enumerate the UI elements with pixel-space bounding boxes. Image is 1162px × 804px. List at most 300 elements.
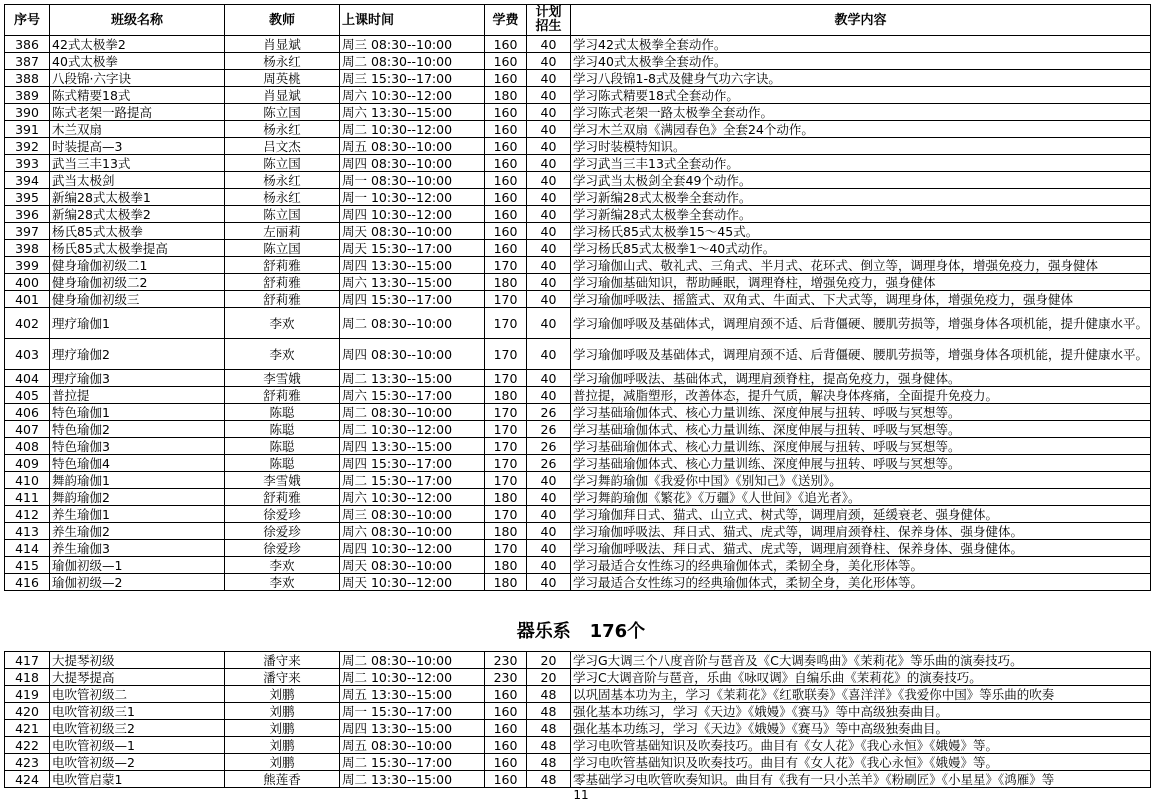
cell-time: 周六 13:30--15:00 bbox=[340, 274, 485, 291]
cell-content: 学习木兰双扇《满园春色》全套24个动作。 bbox=[571, 121, 1151, 138]
cell-teacher: 陈聪 bbox=[225, 438, 340, 455]
table-row bbox=[5, 557, 1151, 574]
cell-fee: 180 bbox=[485, 387, 527, 404]
cell-time: 周六 10:30--12:00 bbox=[340, 489, 485, 506]
cell-time: 周六 13:30--15:00 bbox=[340, 104, 485, 121]
cell-content: 学习舞韵瑜伽《我爱你中国》《别知己》《送别》。 bbox=[571, 472, 1151, 489]
cell-plan: 26 bbox=[527, 455, 571, 472]
cell-plan: 40 bbox=[527, 87, 571, 104]
cell-class-name: 瑜伽初级—2 bbox=[50, 574, 225, 591]
cell-class-name: 武当三丰13式 bbox=[50, 155, 225, 172]
table-row bbox=[5, 669, 1151, 686]
cell-plan: 40 bbox=[527, 540, 571, 557]
table-row bbox=[5, 404, 1151, 421]
cell-no: 392 bbox=[5, 138, 50, 155]
cell-class-name: 武当太极剑 bbox=[50, 172, 225, 189]
cell-no: 401 bbox=[5, 291, 50, 308]
cell-time: 周五 08:30--10:00 bbox=[340, 737, 485, 754]
cell-teacher: 李欢 bbox=[225, 308, 340, 339]
cell-content: 学习瑜伽呼吸法、基础体式，调理肩颈脊柱，提高免疫力，强身健体。 bbox=[571, 370, 1151, 387]
cell-time: 周四 13:30--15:00 bbox=[340, 438, 485, 455]
table-row bbox=[5, 574, 1151, 591]
cell-teacher: 舒莉雅 bbox=[225, 257, 340, 274]
cell-content: 学习最适合女性练习的经典瑜伽体式，柔韧全身，美化形体等。 bbox=[571, 574, 1151, 591]
cell-teacher: 潘守来 bbox=[225, 652, 340, 669]
table-row bbox=[5, 737, 1151, 754]
cell-no: 396 bbox=[5, 206, 50, 223]
table-row bbox=[5, 155, 1151, 172]
cell-teacher: 刘鹏 bbox=[225, 703, 340, 720]
cell-fee: 160 bbox=[485, 104, 527, 121]
cell-content: 以巩固基本功为主，学习《茉莉花》《红歌联奏》《喜洋洋》《我爱你中国》等乐曲的吹奏 bbox=[571, 686, 1151, 703]
cell-content: 学习瑜伽呼吸及基础体式，调理肩颈不适、后背僵硬、腰肌劳损等，增强身体各项机能，提升健康水平。 bbox=[571, 308, 1151, 339]
cell-content: 学习新编28式太极拳全套动作。 bbox=[571, 206, 1151, 223]
cell-teacher: 杨永红 bbox=[225, 189, 340, 206]
table-row bbox=[5, 754, 1151, 771]
cell-class-name: 特色瑜伽4 bbox=[50, 455, 225, 472]
table-row bbox=[5, 703, 1151, 720]
cell-class-name: 养生瑜伽2 bbox=[50, 523, 225, 540]
cell-plan: 40 bbox=[527, 155, 571, 172]
cell-time: 周三 08:30--10:00 bbox=[340, 506, 485, 523]
cell-plan: 40 bbox=[527, 172, 571, 189]
cell-time: 周天 10:30--12:00 bbox=[340, 574, 485, 591]
cell-class-name: 40式太极拳 bbox=[50, 53, 225, 70]
table-row bbox=[5, 438, 1151, 455]
cell-plan: 48 bbox=[527, 737, 571, 754]
header-content: 教学内容 bbox=[571, 5, 1151, 36]
cell-class-name: 电吹管初级—2 bbox=[50, 754, 225, 771]
cell-time: 周六 15:30--17:00 bbox=[340, 387, 485, 404]
cell-fee: 180 bbox=[485, 274, 527, 291]
cell-plan: 40 bbox=[527, 308, 571, 339]
cell-content: 学习瑜伽拜日式、猫式、山立式、树式等，调理肩颈，延缓衰老、强身健体。 bbox=[571, 506, 1151, 523]
cell-time: 周二 15:30--17:00 bbox=[340, 754, 485, 771]
cell-fee: 160 bbox=[485, 36, 527, 53]
cell-no: 417 bbox=[5, 652, 50, 669]
cell-time: 周天 08:30--10:00 bbox=[340, 223, 485, 240]
cell-class-name: 理疗瑜伽2 bbox=[50, 339, 225, 370]
table-row bbox=[5, 206, 1151, 223]
cell-content: 学习瑜伽呼吸法、拜日式、猫式、虎式等，调理肩颈脊柱、保养身体、强身健体。 bbox=[571, 523, 1151, 540]
cell-no: 405 bbox=[5, 387, 50, 404]
cell-fee: 170 bbox=[485, 506, 527, 523]
cell-teacher: 李雪娥 bbox=[225, 370, 340, 387]
cell-teacher: 周英桃 bbox=[225, 70, 340, 87]
table-row bbox=[5, 387, 1151, 404]
table-row bbox=[5, 172, 1151, 189]
cell-no: 404 bbox=[5, 370, 50, 387]
cell-plan: 40 bbox=[527, 523, 571, 540]
cell-teacher: 熊莲香 bbox=[225, 771, 340, 788]
table-row bbox=[5, 36, 1151, 53]
cell-fee: 160 bbox=[485, 189, 527, 206]
cell-fee: 160 bbox=[485, 70, 527, 87]
cell-time: 周五 08:30--10:00 bbox=[340, 138, 485, 155]
cell-content: 学习40式太极拳全套动作。 bbox=[571, 53, 1151, 70]
cell-time: 周二 10:30--12:00 bbox=[340, 421, 485, 438]
cell-class-name: 健身瑜伽初级三 bbox=[50, 291, 225, 308]
cell-teacher: 徐爱珍 bbox=[225, 506, 340, 523]
cell-no: 391 bbox=[5, 121, 50, 138]
cell-no: 386 bbox=[5, 36, 50, 53]
cell-fee: 230 bbox=[485, 669, 527, 686]
cell-no: 387 bbox=[5, 53, 50, 70]
cell-fee: 160 bbox=[485, 206, 527, 223]
cell-no: 407 bbox=[5, 421, 50, 438]
cell-class-name: 理疗瑜伽3 bbox=[50, 370, 225, 387]
section-title: 器乐系 bbox=[516, 621, 571, 642]
table-row bbox=[5, 104, 1151, 121]
table-row bbox=[5, 257, 1151, 274]
cell-class-name: 特色瑜伽3 bbox=[50, 438, 225, 455]
table-row bbox=[5, 138, 1151, 155]
cell-class-name: 大提琴提高 bbox=[50, 669, 225, 686]
cell-teacher: 杨永红 bbox=[225, 172, 340, 189]
table-row bbox=[5, 455, 1151, 472]
cell-time: 周二 08:30--10:00 bbox=[340, 53, 485, 70]
cell-class-name: 电吹管启蒙1 bbox=[50, 771, 225, 788]
cell-fee: 170 bbox=[485, 421, 527, 438]
cell-content: 强化基本功练习，学习《天边》《娥嫚》《赛马》等中高级独奏曲目。 bbox=[571, 720, 1151, 737]
cell-time: 周二 13:30--15:00 bbox=[340, 370, 485, 387]
header-class-name: 班级名称 bbox=[50, 5, 225, 36]
cell-content: 学习电吹管基础知识及吹奏技巧。曲目有《女人花》《我心永恒》《娥嫚》等。 bbox=[571, 754, 1151, 771]
table-body-instruments bbox=[5, 652, 1151, 788]
cell-teacher: 杨永红 bbox=[225, 121, 340, 138]
cell-fee: 160 bbox=[485, 771, 527, 788]
cell-fee: 170 bbox=[485, 370, 527, 387]
cell-plan: 26 bbox=[527, 421, 571, 438]
cell-content: 学习杨氏85式太极拳1～40式动作。 bbox=[571, 240, 1151, 257]
cell-teacher: 陈聪 bbox=[225, 421, 340, 438]
cell-no: 402 bbox=[5, 308, 50, 339]
cell-teacher: 李欢 bbox=[225, 557, 340, 574]
cell-no: 406 bbox=[5, 404, 50, 421]
cell-fee: 170 bbox=[485, 455, 527, 472]
cell-content: 学习瑜伽呼吸及基础体式，调理肩颈不适、后背僵硬、腰肌劳损等，增强身体各项机能，提升健康水平。 bbox=[571, 339, 1151, 370]
cell-content: 学习陈式精要18式全套动作。 bbox=[571, 87, 1151, 104]
cell-plan: 40 bbox=[527, 387, 571, 404]
cell-class-name: 八段锦·六字诀 bbox=[50, 70, 225, 87]
cell-content: 学习武当太极剑全套49个动作。 bbox=[571, 172, 1151, 189]
cell-class-name: 舞韵瑜伽1 bbox=[50, 472, 225, 489]
table-row bbox=[5, 223, 1151, 240]
cell-content: 学习瑜伽基础知识，帮助睡眠，调理脊柱，增强免疫力，强身健体 bbox=[571, 274, 1151, 291]
table-row bbox=[5, 370, 1151, 387]
cell-teacher: 肖显斌 bbox=[225, 87, 340, 104]
cell-teacher: 刘鹏 bbox=[225, 686, 340, 703]
cell-teacher: 徐爱珍 bbox=[225, 540, 340, 557]
cell-fee: 160 bbox=[485, 53, 527, 70]
cell-no: 408 bbox=[5, 438, 50, 455]
cell-plan: 40 bbox=[527, 70, 571, 87]
cell-teacher: 潘守来 bbox=[225, 669, 340, 686]
cell-time: 周四 08:30--10:00 bbox=[340, 155, 485, 172]
cell-class-name: 新编28式太极拳1 bbox=[50, 189, 225, 206]
cell-teacher: 吕文杰 bbox=[225, 138, 340, 155]
cell-class-name: 时装提高—3 bbox=[50, 138, 225, 155]
cell-content: 学习基础瑜伽体式、核心力量训练、深度伸展与扭转、呼吸与冥想等。 bbox=[571, 404, 1151, 421]
cell-fee: 160 bbox=[485, 155, 527, 172]
cell-teacher: 舒莉雅 bbox=[225, 489, 340, 506]
cell-no: 389 bbox=[5, 87, 50, 104]
cell-fee: 170 bbox=[485, 438, 527, 455]
cell-plan: 40 bbox=[527, 240, 571, 257]
cell-time: 周四 15:30--17:00 bbox=[340, 455, 485, 472]
cell-time: 周二 08:30--10:00 bbox=[340, 652, 485, 669]
section-count: 176个 bbox=[589, 621, 646, 642]
cell-plan: 40 bbox=[527, 339, 571, 370]
cell-content: 学习基础瑜伽体式、核心力量训练、深度伸展与扭转、呼吸与冥想等。 bbox=[571, 438, 1151, 455]
cell-teacher: 舒莉雅 bbox=[225, 291, 340, 308]
cell-content: 学习杨氏85式太极拳15～45式。 bbox=[571, 223, 1151, 240]
cell-class-name: 杨氏85式太极拳 bbox=[50, 223, 225, 240]
table-row bbox=[5, 540, 1151, 557]
cell-class-name: 电吹管初级三1 bbox=[50, 703, 225, 720]
cell-teacher: 舒莉雅 bbox=[225, 274, 340, 291]
cell-content: 学习42式太极拳全套动作。 bbox=[571, 36, 1151, 53]
table-row bbox=[5, 771, 1151, 788]
cell-fee: 160 bbox=[485, 223, 527, 240]
cell-content: 学习新编28式太极拳全套动作。 bbox=[571, 189, 1151, 206]
cell-plan: 40 bbox=[527, 489, 571, 506]
cell-teacher: 舒莉雅 bbox=[225, 387, 340, 404]
cell-time: 周三 15:30--17:00 bbox=[340, 70, 485, 87]
cell-no: 413 bbox=[5, 523, 50, 540]
cell-plan: 40 bbox=[527, 506, 571, 523]
cell-content: 学习最适合女性练习的经典瑜伽体式，柔韧全身，美化形体等。 bbox=[571, 557, 1151, 574]
cell-teacher: 陈聪 bbox=[225, 404, 340, 421]
cell-time: 周一 08:30--10:00 bbox=[340, 172, 485, 189]
cell-time: 周二 10:30--12:00 bbox=[340, 669, 485, 686]
cell-content: 学习瑜伽山式、敬礼式、三角式、半月式、花环式、倒立等，调理身体，增强免疫力，强身健体 bbox=[571, 257, 1151, 274]
header-planned-enrollment: 计划 招生 bbox=[527, 5, 571, 36]
cell-teacher: 陈立国 bbox=[225, 240, 340, 257]
cell-plan: 40 bbox=[527, 206, 571, 223]
cell-plan: 26 bbox=[527, 404, 571, 421]
cell-content: 学习C大调音阶与琶音，乐曲《咏叹调》自编乐曲《茉莉花》的演奏技巧。 bbox=[571, 669, 1151, 686]
cell-time: 周六 08:30--10:00 bbox=[340, 523, 485, 540]
cell-teacher: 刘鹏 bbox=[225, 754, 340, 771]
cell-fee: 170 bbox=[485, 540, 527, 557]
cell-no: 415 bbox=[5, 557, 50, 574]
cell-class-name: 陈式老架一路提高 bbox=[50, 104, 225, 121]
cell-fee: 180 bbox=[485, 489, 527, 506]
cell-class-name: 养生瑜伽3 bbox=[50, 540, 225, 557]
cell-time: 周四 15:30--17:00 bbox=[340, 291, 485, 308]
cell-no: 416 bbox=[5, 574, 50, 591]
cell-class-name: 电吹管初级二 bbox=[50, 686, 225, 703]
cell-class-name: 42式太极拳2 bbox=[50, 36, 225, 53]
cell-no: 403 bbox=[5, 339, 50, 370]
cell-content: 学习时装模特知识。 bbox=[571, 138, 1151, 155]
cell-content: 零基础学习电吹管吹奏知识。曲目有《我有一只小羔羊》《粉刷匠》《小星星》《鸿雁》等 bbox=[571, 771, 1151, 788]
cell-plan: 40 bbox=[527, 36, 571, 53]
cell-plan: 40 bbox=[527, 121, 571, 138]
table-row bbox=[5, 652, 1151, 669]
cell-plan: 40 bbox=[527, 138, 571, 155]
cell-fee: 170 bbox=[485, 339, 527, 370]
cell-content: 学习八段锦1-8式及健身气功六字诀。 bbox=[571, 70, 1151, 87]
cell-plan: 48 bbox=[527, 686, 571, 703]
table-header-row bbox=[5, 5, 1151, 36]
cell-class-name: 木兰双扇 bbox=[50, 121, 225, 138]
cell-class-name: 杨氏85式太极拳提高 bbox=[50, 240, 225, 257]
table-body-main bbox=[5, 36, 1151, 591]
table-row bbox=[5, 274, 1151, 291]
cell-time: 周二 15:30--17:00 bbox=[340, 472, 485, 489]
cell-teacher: 陈立国 bbox=[225, 155, 340, 172]
table-row bbox=[5, 189, 1151, 206]
cell-class-name: 健身瑜伽初级二1 bbox=[50, 257, 225, 274]
cell-time: 周四 10:30--12:00 bbox=[340, 206, 485, 223]
cell-class-name: 特色瑜伽2 bbox=[50, 421, 225, 438]
cell-class-name: 舞韵瑜伽2 bbox=[50, 489, 225, 506]
cell-plan: 40 bbox=[527, 53, 571, 70]
cell-plan: 40 bbox=[527, 472, 571, 489]
cell-class-name: 电吹管初级—1 bbox=[50, 737, 225, 754]
cell-time: 周天 15:30--17:00 bbox=[340, 240, 485, 257]
header-no: 序号 bbox=[5, 5, 50, 36]
cell-teacher: 李欢 bbox=[225, 574, 340, 591]
cell-no: 410 bbox=[5, 472, 50, 489]
cell-fee: 160 bbox=[485, 121, 527, 138]
header-teacher: 教师 bbox=[225, 5, 340, 36]
page-number: 11 bbox=[573, 788, 589, 802]
cell-fee: 160 bbox=[485, 240, 527, 257]
course-table-instruments bbox=[4, 651, 1151, 788]
cell-no: 419 bbox=[5, 686, 50, 703]
cell-fee: 180 bbox=[485, 574, 527, 591]
cell-fee: 160 bbox=[485, 754, 527, 771]
cell-content: 学习武当三丰13式全套动作。 bbox=[571, 155, 1151, 172]
cell-fee: 160 bbox=[485, 737, 527, 754]
cell-plan: 48 bbox=[527, 703, 571, 720]
cell-plan: 40 bbox=[527, 274, 571, 291]
cell-time: 周二 13:30--15:00 bbox=[340, 771, 485, 788]
cell-content: 学习舞韵瑜伽《繁花》《万疆》《人世间》《追光者》。 bbox=[571, 489, 1151, 506]
table-row bbox=[5, 70, 1151, 87]
cell-class-name: 健身瑜伽初级二2 bbox=[50, 274, 225, 291]
cell-teacher: 李雪娥 bbox=[225, 472, 340, 489]
table-row bbox=[5, 339, 1151, 370]
cell-class-name: 大提琴初级 bbox=[50, 652, 225, 669]
table-row bbox=[5, 291, 1151, 308]
cell-content: 普拉提，减脂塑形，改善体态，提升气质，解决身体疼痛，全面提升免疫力。 bbox=[571, 387, 1151, 404]
table-row bbox=[5, 308, 1151, 339]
cell-teacher: 陈聪 bbox=[225, 455, 340, 472]
cell-fee: 230 bbox=[485, 652, 527, 669]
cell-class-name: 理疗瑜伽1 bbox=[50, 308, 225, 339]
cell-content: 学习瑜伽呼吸法、拜日式、猫式、虎式等，调理肩颈脊柱、保养身体、强身健体。 bbox=[571, 540, 1151, 557]
cell-no: 412 bbox=[5, 506, 50, 523]
cell-no: 398 bbox=[5, 240, 50, 257]
cell-no: 409 bbox=[5, 455, 50, 472]
cell-plan: 20 bbox=[527, 652, 571, 669]
cell-no: 418 bbox=[5, 669, 50, 686]
cell-no: 397 bbox=[5, 223, 50, 240]
cell-time: 周四 13:30--15:00 bbox=[340, 257, 485, 274]
header-fee: 学费 bbox=[485, 5, 527, 36]
cell-plan: 40 bbox=[527, 291, 571, 308]
cell-plan: 26 bbox=[527, 438, 571, 455]
cell-content: 学习电吹管基础知识及吹奏技巧。曲目有《女人花》《我心永恒》《娥嫚》等。 bbox=[571, 737, 1151, 754]
cell-fee: 160 bbox=[485, 172, 527, 189]
cell-fee: 170 bbox=[485, 308, 527, 339]
cell-content: 学习基础瑜伽体式、核心力量训练、深度伸展与扭转、呼吸与冥想等。 bbox=[571, 421, 1151, 438]
cell-teacher: 刘鹏 bbox=[225, 720, 340, 737]
cell-no: 399 bbox=[5, 257, 50, 274]
cell-class-name: 瑜伽初级—1 bbox=[50, 557, 225, 574]
section-heading bbox=[0, 620, 1162, 644]
cell-plan: 48 bbox=[527, 754, 571, 771]
cell-plan: 20 bbox=[527, 669, 571, 686]
cell-plan: 40 bbox=[527, 557, 571, 574]
cell-time: 周三 08:30--10:00 bbox=[340, 36, 485, 53]
cell-no: 390 bbox=[5, 104, 50, 121]
cell-content: 学习陈式老架一路太极拳全套动作。 bbox=[571, 104, 1151, 121]
cell-no: 414 bbox=[5, 540, 50, 557]
cell-no: 423 bbox=[5, 754, 50, 771]
cell-fee: 170 bbox=[485, 257, 527, 274]
cell-fee: 160 bbox=[485, 703, 527, 720]
cell-plan: 40 bbox=[527, 104, 571, 121]
cell-class-name: 新编28式太极拳2 bbox=[50, 206, 225, 223]
cell-no: 420 bbox=[5, 703, 50, 720]
cell-time: 周四 13:30--15:00 bbox=[340, 720, 485, 737]
cell-no: 393 bbox=[5, 155, 50, 172]
cell-no: 424 bbox=[5, 771, 50, 788]
cell-time: 周二 08:30--10:00 bbox=[340, 308, 485, 339]
cell-plan: 48 bbox=[527, 771, 571, 788]
table-row bbox=[5, 489, 1151, 506]
cell-time: 周一 10:30--12:00 bbox=[340, 189, 485, 206]
cell-teacher: 肖显斌 bbox=[225, 36, 340, 53]
cell-teacher: 徐爱珍 bbox=[225, 523, 340, 540]
header-time: 上课时间 bbox=[340, 5, 485, 36]
cell-time: 周二 10:30--12:00 bbox=[340, 121, 485, 138]
cell-no: 388 bbox=[5, 70, 50, 87]
cell-teacher: 陈立国 bbox=[225, 206, 340, 223]
table-row bbox=[5, 720, 1151, 737]
cell-time: 周五 13:30--15:00 bbox=[340, 686, 485, 703]
table-row bbox=[5, 472, 1151, 489]
table-row bbox=[5, 87, 1151, 104]
cell-content: 学习基础瑜伽体式、核心力量训练、深度伸展与扭转、呼吸与冥想等。 bbox=[571, 455, 1151, 472]
cell-plan: 40 bbox=[527, 223, 571, 240]
cell-plan: 40 bbox=[527, 370, 571, 387]
cell-no: 395 bbox=[5, 189, 50, 206]
cell-teacher: 李欢 bbox=[225, 339, 340, 370]
cell-no: 411 bbox=[5, 489, 50, 506]
table-row bbox=[5, 53, 1151, 70]
cell-time: 周四 08:30--10:00 bbox=[340, 339, 485, 370]
course-table-main bbox=[4, 4, 1151, 591]
cell-time: 周二 08:30--10:00 bbox=[340, 404, 485, 421]
cell-teacher: 陈立国 bbox=[225, 104, 340, 121]
cell-content: 学习瑜伽呼吸法、摇篮式、双角式、牛面式、下犬式等，调理身体，增强免疫力，强身健体 bbox=[571, 291, 1151, 308]
cell-teacher: 杨永红 bbox=[225, 53, 340, 70]
cell-class-name: 普拉提 bbox=[50, 387, 225, 404]
cell-fee: 180 bbox=[485, 523, 527, 540]
table-row bbox=[5, 121, 1151, 138]
cell-time: 周四 10:30--12:00 bbox=[340, 540, 485, 557]
cell-class-name: 特色瑜伽1 bbox=[50, 404, 225, 421]
cell-fee: 170 bbox=[485, 404, 527, 421]
cell-content: 强化基本功练习，学习《天边》《娥嫚》《赛马》等中高级独奏曲目。 bbox=[571, 703, 1151, 720]
cell-fee: 180 bbox=[485, 87, 527, 104]
